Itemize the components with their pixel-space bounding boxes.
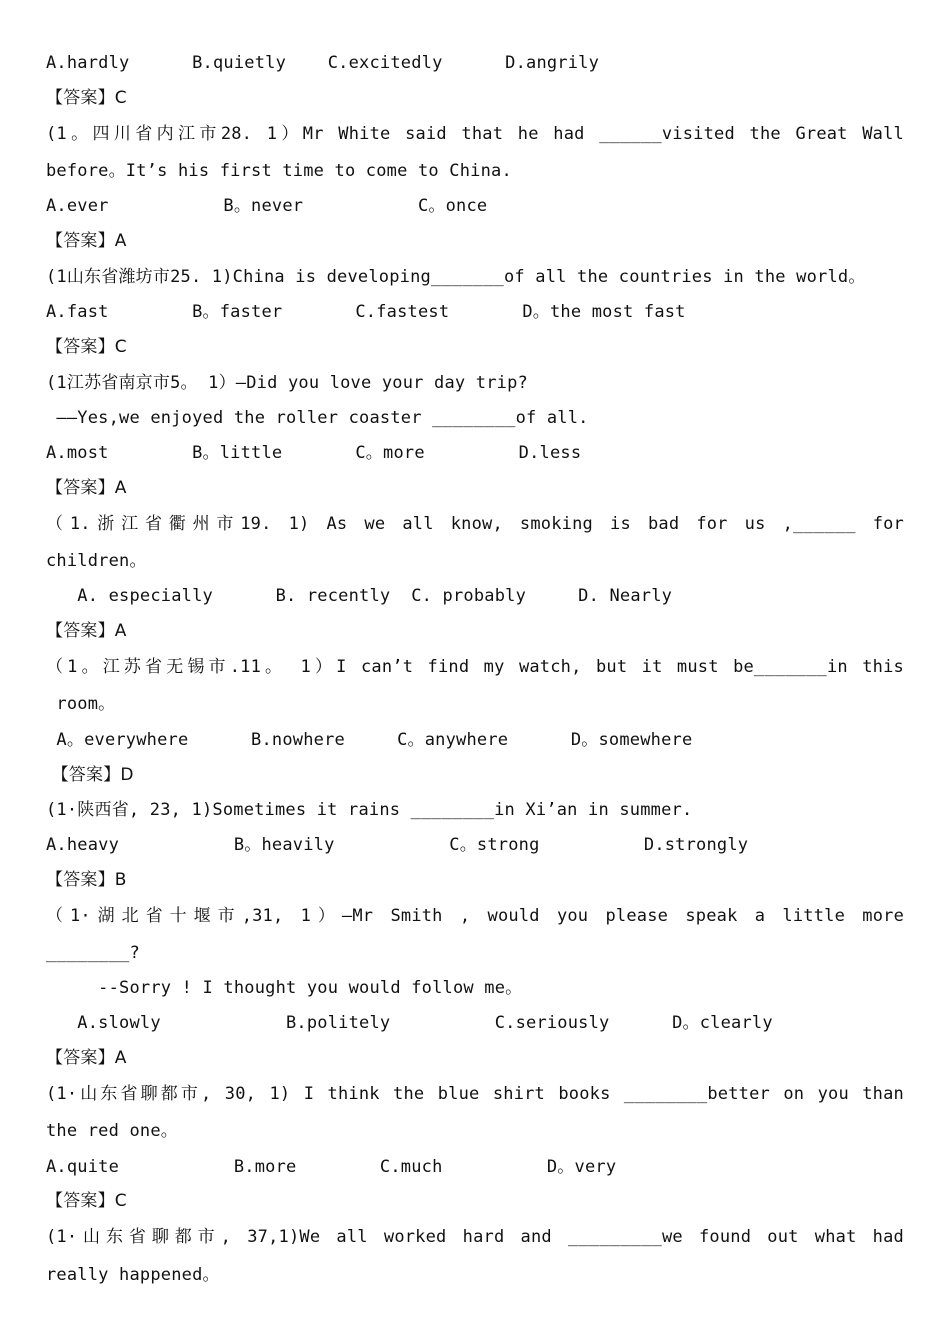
answer-line: 【答案】A: [46, 621, 127, 641]
question-line: really happened。: [46, 1265, 220, 1285]
options-line: A.quite B.more C.much D。very: [46, 1157, 617, 1177]
question-line: （1·湖北省十堰市,31, 1）—Mr Smith , would you please speak a little more: [46, 906, 904, 926]
question-line: (1·山东省聊都市, 37,1)We all worked hard and _________we found out what had: [46, 1227, 904, 1247]
question-line: (1·陕西省, 23, 1)Sometimes it rains ________in Xi’an in summer.: [46, 800, 693, 820]
question-line: （1。江苏省无锡市.11。 1）I can’t find my watch, but it must be_______in this: [46, 657, 904, 677]
question-line: ——Yes,we enjoyed the roller coaster ________of all.: [46, 408, 589, 428]
question-line: children。: [46, 551, 147, 571]
answer-line: 【答案】A: [46, 478, 127, 498]
options-line: A.heavy B。heavily C。strong D.strongly: [46, 835, 749, 855]
question-line: --Sorry ! I thought you would follow me。: [46, 978, 523, 998]
question-line: the red one。: [46, 1121, 178, 1141]
options-line: A.most B。little C。more D.less: [46, 443, 582, 463]
answer-line: 【答案】C: [46, 337, 127, 357]
question-line: ________?: [46, 943, 140, 963]
question-line: (1山东省潍坊市25. 1)China is developing_______of all the countries in the world。: [46, 267, 866, 287]
answer-line: 【答案】C: [46, 88, 127, 108]
question-line: before。It’s his first time to come to China.: [46, 161, 512, 181]
question-line: （1.浙江省衢州市19. 1) As we all know, smoking is bad for us ,______ for: [46, 514, 904, 534]
options-line: A.ever B。never C。once: [46, 196, 488, 216]
answer-line: 【答案】C: [46, 1191, 127, 1211]
answer-line: 【答案】D: [46, 765, 134, 785]
options-line: A.slowly B.politely C.seriously D。clearly: [46, 1013, 773, 1033]
options-line: A.fast B。faster C.fastest D。the most fast: [46, 302, 686, 322]
answer-line: 【答案】A: [46, 231, 127, 251]
question-line: (1江苏省南京市5。 1）—Did you love your day trip?: [46, 373, 528, 393]
question-line: (1·山东省聊都市, 30, 1) I think the blue shirt books ________better on you than: [46, 1084, 904, 1104]
options-line: A。everywhere B.nowhere C。anywhere D。somewhere: [46, 730, 693, 750]
options-line: A. especially B. recently C. probably D. Nearly: [46, 586, 673, 606]
answer-line: 【答案】B: [46, 870, 127, 890]
options-line: A.hardly B.quietly C.excitedly D.angrily: [46, 53, 600, 73]
question-line: room。: [46, 694, 116, 714]
question-line: (1。四川省内江市28. 1）Mr White said that he had ______visited the Great Wall: [46, 124, 904, 144]
answer-line: 【答案】A: [46, 1048, 127, 1068]
